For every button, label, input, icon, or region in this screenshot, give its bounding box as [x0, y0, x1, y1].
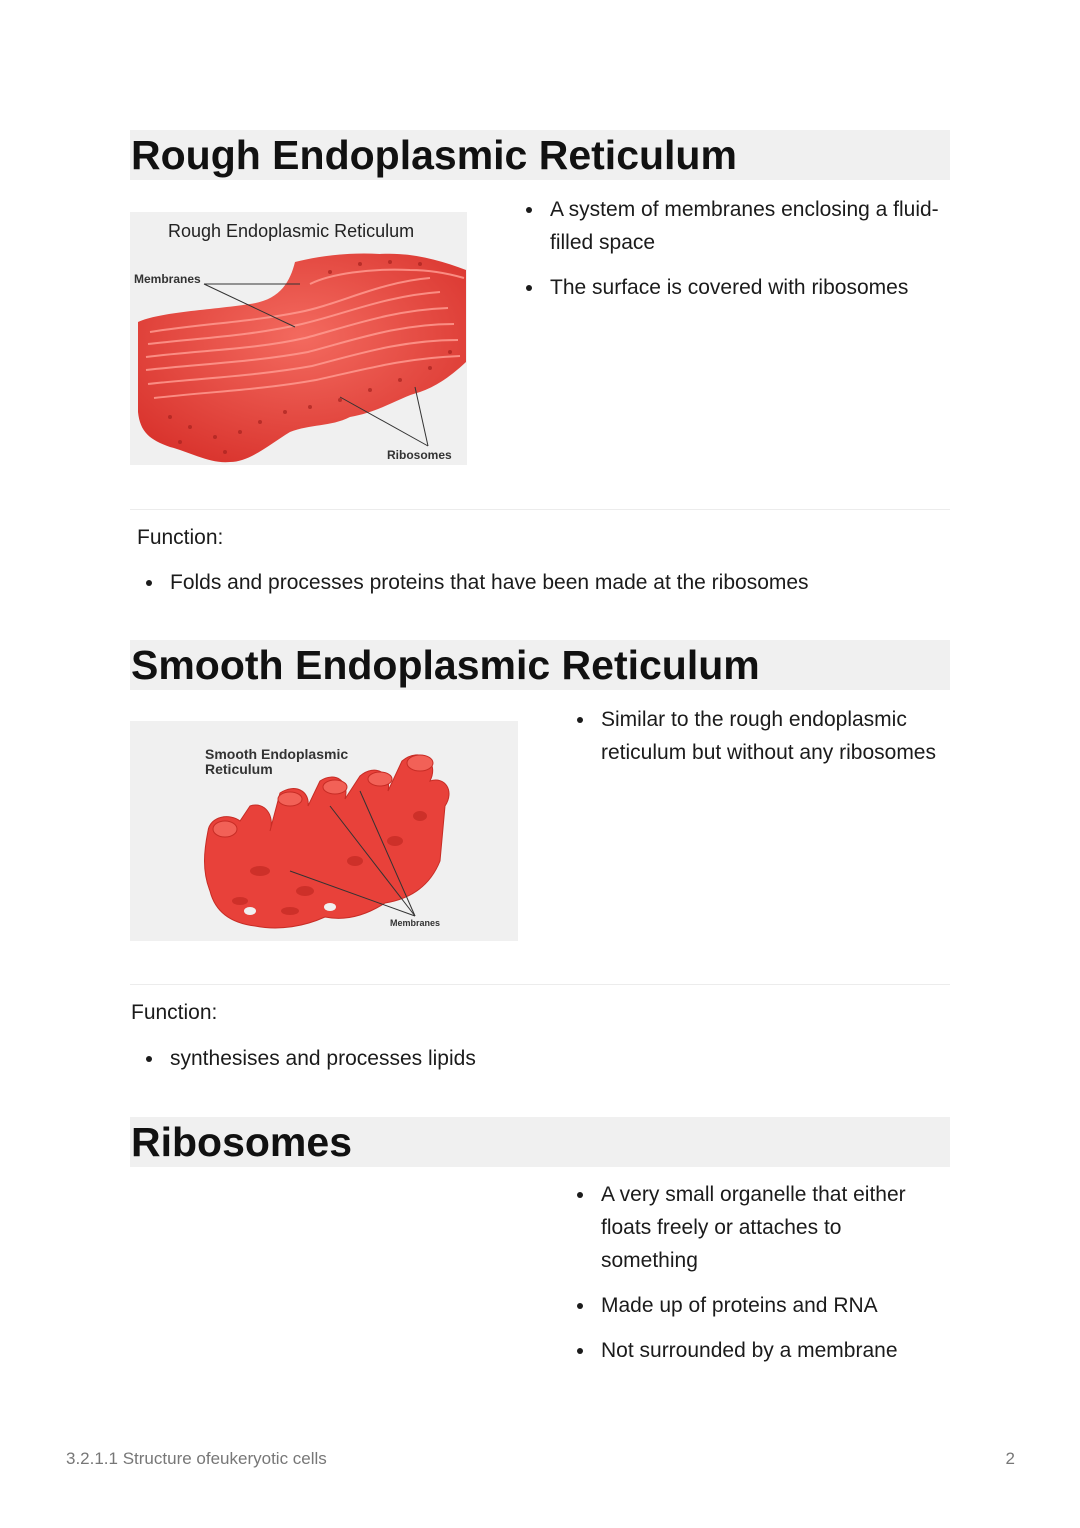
section-heading: Rough Endoplasmic Reticulum — [131, 132, 737, 178]
function-label: Function: — [131, 1001, 218, 1024]
membranes-label: Membranes — [134, 272, 201, 286]
list-item: A system of membranes enclosing a fluid-filled space — [524, 193, 944, 259]
rough-er-function-list — [144, 566, 944, 611]
divider — [130, 509, 950, 510]
list-item: Similar to the rough endoplasmic reticulum but without any ribosomes — [575, 703, 955, 769]
footer-section-ref: 3.2.1.1 Structure ofeukeryotic cells — [66, 1449, 327, 1468]
smooth-er-diagram — [130, 721, 518, 941]
smooth-er-illustration — [130, 721, 518, 941]
smooth-er-bullets — [575, 703, 955, 781]
function-label: Function: — [137, 526, 224, 549]
list-item: Not surrounded by a membrane — [575, 1334, 925, 1367]
section-heading: Smooth Endoplasmic Reticulum — [131, 642, 760, 688]
ribosomes-bullets — [575, 1178, 925, 1379]
ribosomes-heading-bar — [130, 1117, 950, 1167]
figure-title: Smooth Endoplasmic Reticulum — [205, 746, 349, 777]
list-item: The surface is covered with ribosomes — [524, 271, 944, 304]
rough-er-heading-bar — [130, 130, 950, 180]
list-item: Made up of proteins and RNA — [575, 1289, 925, 1322]
rough-er-bullets — [524, 193, 944, 316]
figure-title: Rough Endoplasmic Reticulum — [168, 221, 415, 241]
smooth-er-function-list — [144, 1042, 844, 1087]
list-item: synthesises and processes lipids — [144, 1042, 844, 1075]
section-heading: Ribosomes — [131, 1119, 352, 1165]
page-number: 2 — [1005, 1449, 1015, 1468]
ribosomes-label: Ribosomes — [387, 448, 452, 462]
rough-er-diagram — [130, 212, 467, 465]
smooth-er-heading-bar — [130, 640, 950, 690]
divider — [130, 984, 950, 985]
list-item: A very small organelle that either floats freely or attaches to something — [575, 1178, 925, 1277]
membranes-label: Membranes — [390, 918, 441, 928]
list-item: Folds and processes proteins that have been made at the ribosomes — [144, 566, 944, 599]
rough-er-illustration — [130, 212, 467, 465]
